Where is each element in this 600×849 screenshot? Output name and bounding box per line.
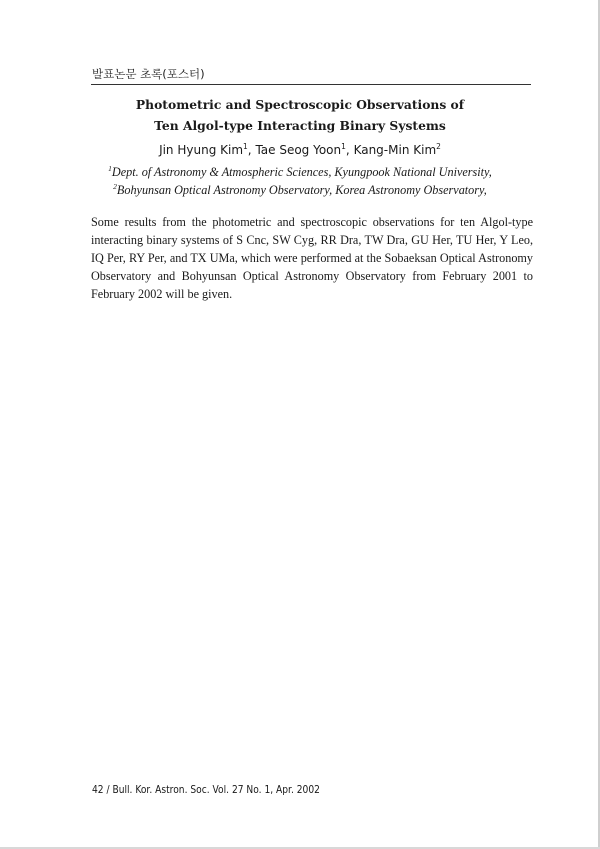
affiliation-mark: 2: [113, 182, 117, 191]
author-affiliation-mark: 2: [436, 142, 441, 151]
section-header: 발표논문 초록(포스터): [92, 67, 205, 81]
affiliation-mark: 1: [108, 164, 112, 173]
author-name: Kang-Min Kim: [353, 143, 437, 157]
author-separator: ,: [345, 143, 354, 157]
author-name: Jin Hyung Kim: [159, 143, 244, 157]
affiliation-1: [60, 164, 540, 180]
page-footer: 42 / Bull. Kor. Astron. Soc. Vol. 27 No. 1, Apr. 2002: [92, 784, 320, 796]
affiliation-text: Dept. of Astronomy & Atmospheric Sciences, Kyungpook National University,: [111, 165, 492, 179]
paper-title-line-1: Photometric and Spectroscopic Observations of: [135, 97, 465, 112]
affiliation-2: [60, 182, 540, 198]
author-affiliation-mark: 1: [243, 142, 248, 151]
author-name: Tae Seog Yoon: [255, 143, 342, 157]
paper-title-line-2: Ten Algol-type Interacting Binary Systems: [154, 118, 446, 133]
abstract-body: Some results from the photometric and spectroscopic observations for ten Algol-type interacting binary systems of S Cnc, SW Cyg, RR Dra, TW Dra, GU Her, TU Her, Y Leo, IQ Per, RY Per, and TX UMa, which were performed at the Sobaeksan Optical Astronomy Observatory and Bohyunsan Optical Astronomy Observatory from February 2001 to February 2002 will be given.: [91, 215, 533, 301]
author-affiliation-mark: 1: [341, 142, 346, 151]
header-rule: [91, 84, 531, 85]
author-separator: ,: [247, 143, 256, 157]
affiliation-text: Bohyunsan Optical Astronomy Observatory, Korea Astronomy Observatory,: [116, 183, 487, 197]
author-list: [60, 142, 540, 157]
